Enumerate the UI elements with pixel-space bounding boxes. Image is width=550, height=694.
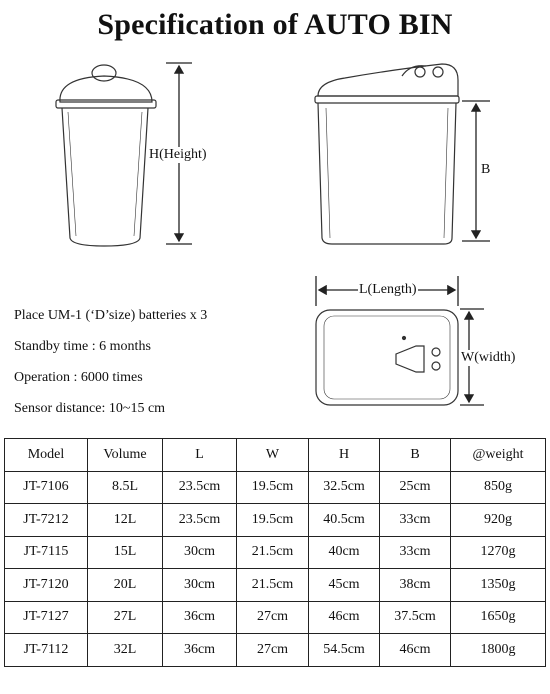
table-cell: JT-7112	[5, 634, 88, 667]
table-cell: 1650g	[451, 601, 546, 634]
table-cell: 30cm	[163, 536, 237, 569]
table-cell: 21.5cm	[237, 569, 309, 602]
top-view-bin	[316, 310, 458, 405]
table-row	[5, 471, 546, 504]
table-cell: 27cm	[237, 634, 309, 667]
b-label: B	[481, 162, 491, 177]
table-cell: 33cm	[380, 536, 451, 569]
table-cell: 23.5cm	[163, 471, 237, 504]
spec-table	[4, 438, 546, 667]
header-l: L	[163, 439, 237, 472]
table-cell: JT-7106	[5, 471, 88, 504]
table-row	[5, 536, 546, 569]
table-cell: 36cm	[163, 601, 237, 634]
table-cell: 40cm	[309, 536, 380, 569]
table-row	[5, 601, 546, 634]
table-cell: 920g	[451, 504, 546, 537]
table-cell: 54.5cm	[309, 634, 380, 667]
table-cell: 37.5cm	[380, 601, 451, 634]
table-cell: 20L	[88, 569, 163, 602]
operation-note: Operation : 6000 times	[14, 370, 143, 385]
header-volume: Volume	[88, 439, 163, 472]
header-h: H	[309, 439, 380, 472]
table-cell: 1800g	[451, 634, 546, 667]
table-cell: 850g	[451, 471, 546, 504]
table-row	[5, 504, 546, 537]
table-cell: 15L	[88, 536, 163, 569]
width-label: W(width)	[461, 350, 516, 365]
table-cell: 30cm	[163, 569, 237, 602]
sensor-note: Sensor distance: 10~15 cm	[14, 401, 166, 416]
table-cell: 36cm	[163, 634, 237, 667]
table-cell: 32L	[88, 634, 163, 667]
table-row	[5, 569, 546, 602]
table-cell: JT-7115	[5, 536, 88, 569]
header-weight: @weight	[451, 439, 546, 472]
table-cell: 27L	[88, 601, 163, 634]
table-cell: JT-7120	[5, 569, 88, 602]
table-cell: 1270g	[451, 536, 546, 569]
table-cell: 8.5L	[88, 471, 163, 504]
table-header-row	[5, 439, 546, 472]
table-cell: 19.5cm	[237, 504, 309, 537]
table-cell: 19.5cm	[237, 471, 309, 504]
table-cell: 46cm	[380, 634, 451, 667]
standby-note: Standby time : 6 months	[14, 339, 151, 354]
length-label: L(Length)	[359, 282, 417, 297]
table-cell: 40.5cm	[309, 504, 380, 537]
table-cell: 46cm	[309, 601, 380, 634]
front-view-bin	[56, 65, 156, 246]
table-cell: 38cm	[380, 569, 451, 602]
side-view-bin	[315, 64, 459, 244]
table-cell: 33cm	[380, 504, 451, 537]
page-title: Specification of AUTO BIN	[97, 8, 453, 41]
height-label: H(Height)	[149, 147, 207, 162]
table-cell: 21.5cm	[237, 536, 309, 569]
table-cell: JT-7127	[5, 601, 88, 634]
table-cell: 1350g	[451, 569, 546, 602]
table-cell: JT-7212	[5, 504, 88, 537]
table-cell: 45cm	[309, 569, 380, 602]
table-cell: 27cm	[237, 601, 309, 634]
spec-notes	[14, 300, 207, 424]
table-cell: 12L	[88, 504, 163, 537]
header-w: W	[237, 439, 309, 472]
header-b: B	[380, 439, 451, 472]
table-cell: 25cm	[380, 471, 451, 504]
battery-note: Place UM-1 (‘D’size) batteries x 3	[14, 308, 208, 323]
table-cell: 32.5cm	[309, 471, 380, 504]
header-model: Model	[5, 439, 88, 472]
table-cell: 23.5cm	[163, 504, 237, 537]
table-row	[5, 634, 546, 667]
